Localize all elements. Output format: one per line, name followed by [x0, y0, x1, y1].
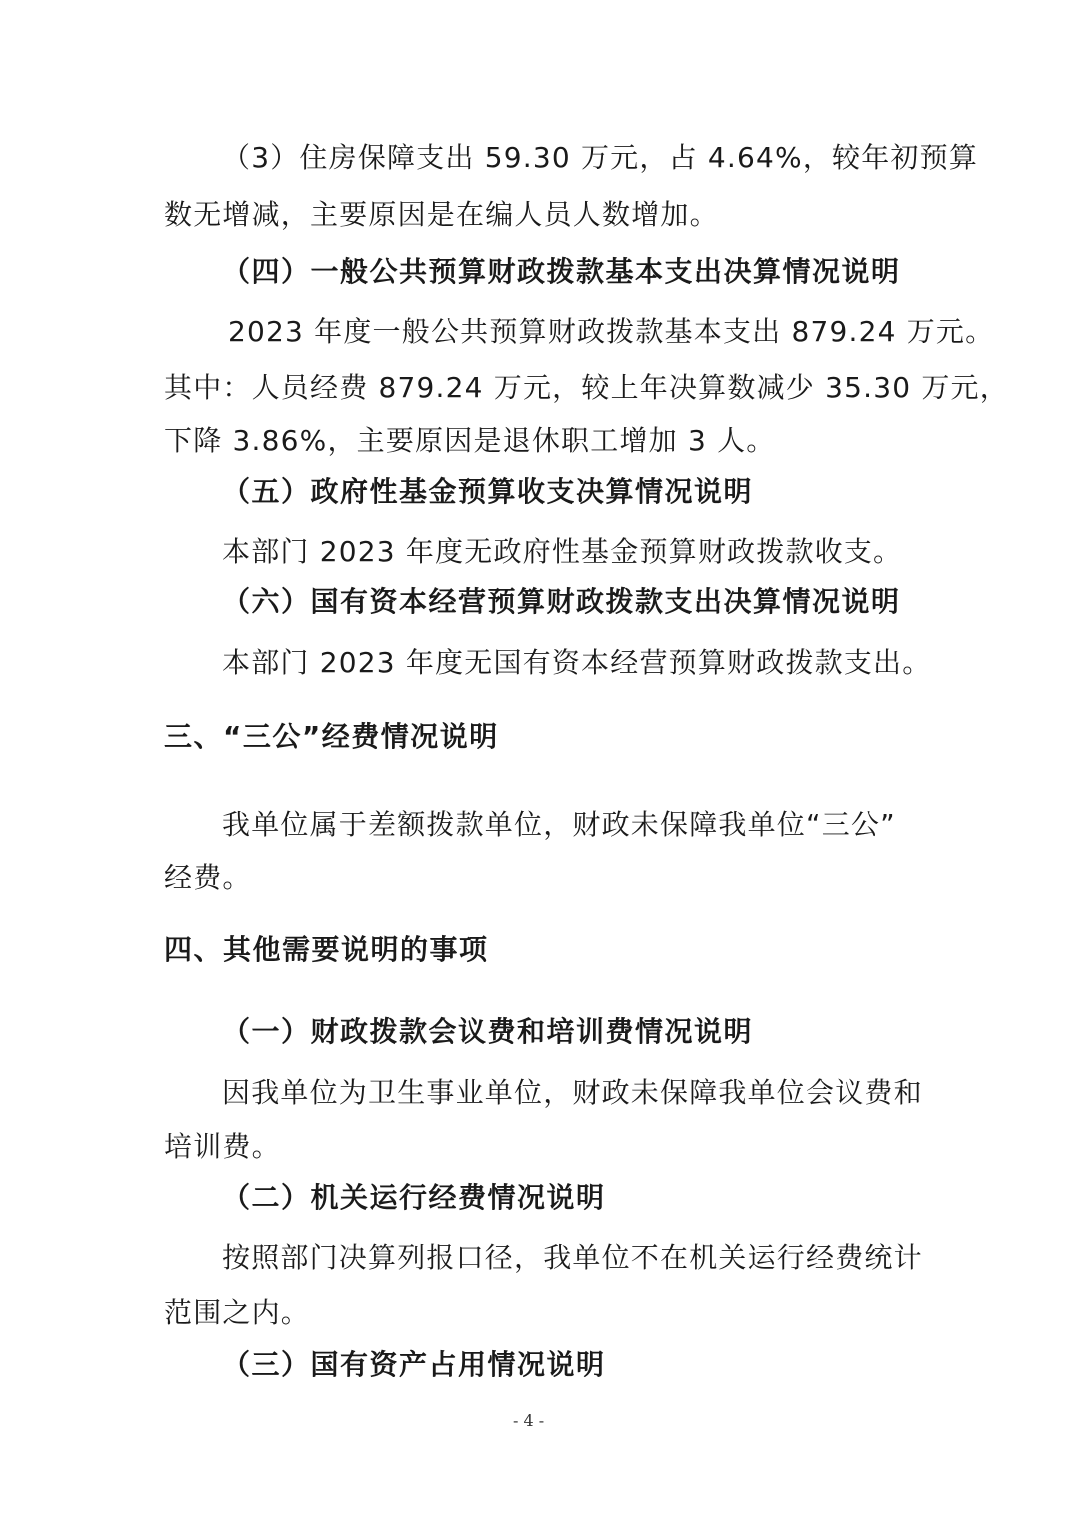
section-three-line-1: 我单位属于差额拨款单位，财政未保障我单位“三公”	[222, 808, 896, 841]
basic-expenditure-line-3: 下降 3.86%，主要原因是退休职工增加 3 人。	[164, 424, 776, 457]
operation-cost-line-2: 范围之内。	[164, 1296, 311, 1329]
government-fund-line-1: 本部门 2023 年度无政府性基金预算财政拨款收支。	[222, 535, 903, 568]
state-capital-line-1: 本部门 2023 年度无国有资本经营预算财政拨款支出。	[222, 646, 932, 679]
operation-cost-heading: （二）机关运行经费情况说明	[222, 1181, 606, 1214]
basic-expenditure-line-2: 其中：人员经费 879.24 万元，较上年决算数减少 35.30 万元，	[164, 371, 1009, 404]
meeting-training-line-2: 培训费。	[164, 1130, 281, 1163]
state-capital-heading: （六）国有资本经营预算财政拨款支出决算情况说明	[222, 585, 901, 618]
section-three-heading: 三、“三公”经费情况说明	[164, 720, 499, 753]
basic-expenditure-line-1: 2023 年度一般公共预算财政拨款基本支出 879.24 万元。	[228, 315, 995, 348]
housing-paragraph-line-2: 数无增减，主要原因是在编人员人数增加。	[164, 198, 719, 231]
section-three-line-2: 经费。	[164, 861, 252, 894]
page-number: - 4 -	[513, 1411, 545, 1430]
state-assets-heading: （三）国有资产占用情况说明	[222, 1348, 606, 1381]
basic-expenditure-heading: （四）一般公共预算财政拨款基本支出决算情况说明	[222, 255, 901, 288]
meeting-training-line-1: 因我单位为卫生事业单位，财政未保障我单位会议费和	[222, 1076, 923, 1109]
government-fund-heading: （五）政府性基金预算收支决算情况说明	[222, 475, 754, 508]
section-four-heading: 四、其他需要说明的事项	[164, 933, 489, 966]
meeting-training-heading: （一）财政拨款会议费和培训费情况说明	[222, 1015, 754, 1048]
housing-paragraph-line-1: （3）住房保障支出 59.30 万元，占 4.64%，较年初预算	[222, 141, 979, 174]
operation-cost-line-1: 按照部门决算列报口径，我单位不在机关运行经费统计	[222, 1241, 923, 1274]
